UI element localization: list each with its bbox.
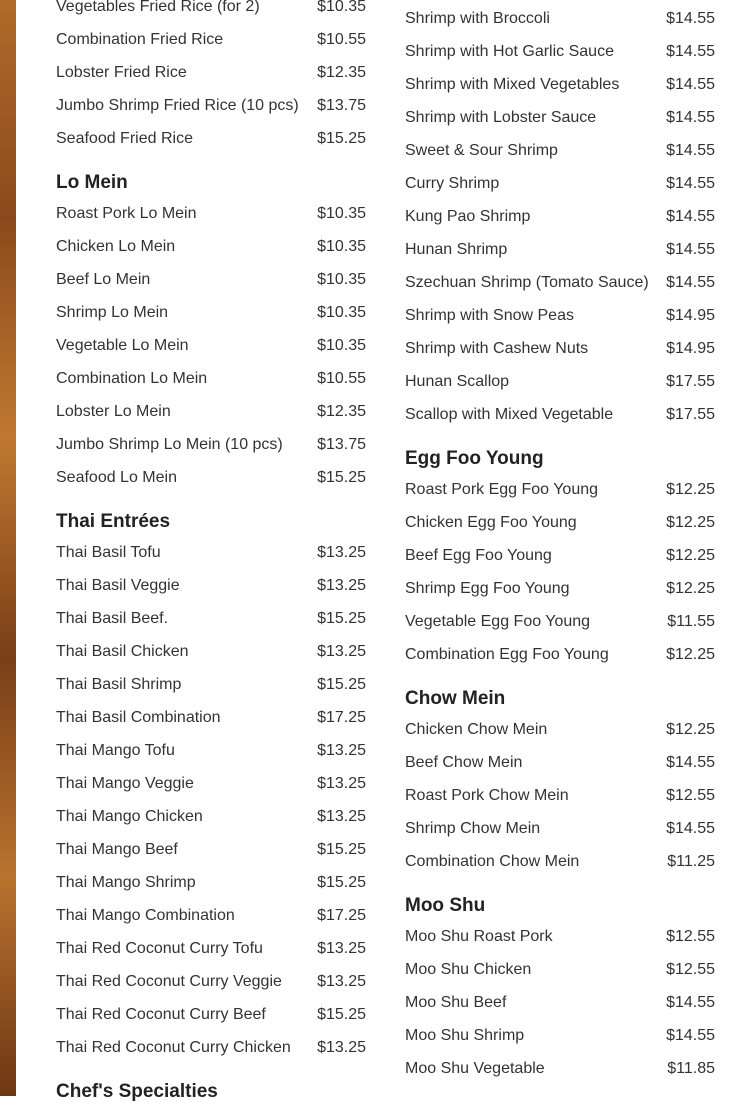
menu-item-price: $12.55 bbox=[666, 928, 715, 945]
menu-item bbox=[405, 1019, 715, 1052]
menu-item-name: Shrimp Chow Mein bbox=[405, 820, 541, 837]
menu-item bbox=[405, 779, 715, 812]
menu-item-price: $14.55 bbox=[666, 175, 715, 192]
menu-item-price: $13.25 bbox=[317, 808, 366, 825]
menu-item bbox=[405, 986, 715, 1019]
menu-item bbox=[405, 101, 715, 134]
background-image-strip bbox=[0, 0, 16, 1096]
menu-item-price: $14.55 bbox=[666, 43, 715, 60]
menu-item bbox=[405, 1052, 715, 1085]
menu-item-name: Moo Shu Vegetable bbox=[405, 1060, 545, 1077]
menu-item-name: Vegetables Fried Rice (for 2) bbox=[56, 0, 260, 15]
menu-item-price: $10.35 bbox=[317, 238, 366, 255]
menu-item bbox=[56, 395, 366, 428]
menu-item-price: $14.55 bbox=[666, 241, 715, 258]
menu-item bbox=[56, 998, 366, 1031]
menu-item-name: Thai Red Coconut Curry Veggie bbox=[56, 973, 282, 990]
menu-item-name: Jumbo Shrimp Lo Mein (10 pcs) bbox=[56, 436, 283, 453]
menu-item-name: Scallop with Mixed Vegetable bbox=[405, 406, 614, 423]
menu-item-price: $12.35 bbox=[317, 64, 366, 81]
menu-item bbox=[405, 134, 715, 167]
menu-item-name: Hunan Scallop bbox=[405, 373, 510, 390]
menu-item bbox=[56, 23, 366, 56]
menu-item bbox=[56, 635, 366, 668]
menu-item-price: $14.55 bbox=[666, 109, 715, 126]
menu-item-name: Combination Egg Foo Young bbox=[405, 646, 609, 663]
menu-item-price: $12.25 bbox=[666, 721, 715, 738]
menu-item-price: $10.55 bbox=[317, 31, 366, 48]
menu-item bbox=[56, 569, 366, 602]
menu-item bbox=[405, 473, 715, 506]
menu-item-price: $12.25 bbox=[666, 646, 715, 663]
menu-item bbox=[56, 536, 366, 569]
menu-item bbox=[405, 812, 715, 845]
menu-item-name: Seafood Lo Mein bbox=[56, 469, 177, 486]
menu-item-name: Sweet & Sour Shrimp bbox=[405, 142, 558, 159]
menu-item-price: $13.75 bbox=[317, 97, 366, 114]
menu-item-price: $10.35 bbox=[317, 304, 366, 321]
menu-item-price: $10.55 bbox=[317, 370, 366, 387]
menu-item bbox=[405, 266, 715, 299]
menu-item-name: Shrimp with Lobster Sauce bbox=[405, 109, 597, 126]
menu-item-price: $14.55 bbox=[666, 274, 715, 291]
menu-item-name: Moo Shu Chicken bbox=[405, 961, 532, 978]
menu-item-name: Kung Pao Shrimp bbox=[405, 208, 531, 225]
menu-item-price: $12.25 bbox=[666, 547, 715, 564]
menu-item bbox=[56, 1031, 366, 1064]
menu-item bbox=[405, 398, 715, 431]
menu-item-price: $13.25 bbox=[317, 577, 366, 594]
menu-item-name: Shrimp with Hot Garlic Sauce bbox=[405, 43, 614, 60]
menu-column-right bbox=[405, 2, 715, 1085]
menu-item-price: $13.75 bbox=[317, 436, 366, 453]
menu-item-price: $14.95 bbox=[666, 307, 715, 324]
menu-item bbox=[56, 701, 366, 734]
menu-item bbox=[405, 365, 715, 398]
menu-item-price: $14.55 bbox=[666, 142, 715, 159]
menu-item bbox=[405, 2, 715, 35]
menu-item-name: Beef Lo Mein bbox=[56, 271, 151, 288]
menu-item bbox=[405, 920, 715, 953]
menu-item bbox=[56, 461, 366, 494]
menu-item bbox=[56, 602, 366, 635]
menu-item bbox=[405, 572, 715, 605]
section-title: Thai Entrées bbox=[56, 511, 171, 532]
menu-item-name: Beef Chow Mein bbox=[405, 754, 523, 771]
menu-item-name: Shrimp with Snow Peas bbox=[405, 307, 574, 324]
menu-item bbox=[56, 899, 366, 932]
menu-item-name: Shrimp Egg Foo Young bbox=[405, 580, 570, 597]
menu-item-name: Shrimp Lo Mein bbox=[56, 304, 169, 321]
menu-item-name: Thai Basil Shrimp bbox=[56, 676, 182, 693]
menu-item bbox=[405, 299, 715, 332]
menu-item-price: $14.55 bbox=[666, 754, 715, 771]
menu-item bbox=[405, 233, 715, 266]
menu-item-price: $10.35 bbox=[317, 337, 366, 354]
menu-item bbox=[56, 800, 366, 833]
menu-item bbox=[56, 965, 366, 998]
menu-item bbox=[405, 506, 715, 539]
menu-item-price: $15.25 bbox=[317, 1006, 366, 1023]
menu-item-price: $15.25 bbox=[317, 676, 366, 693]
menu-item-name: Thai Basil Chicken bbox=[56, 643, 189, 660]
menu-item-name: Hunan Shrimp bbox=[405, 241, 508, 258]
menu-item bbox=[405, 845, 715, 878]
menu-item-price: $10.35 bbox=[317, 271, 366, 288]
menu-item-price: $13.25 bbox=[317, 544, 366, 561]
menu-item-price: $14.55 bbox=[666, 208, 715, 225]
menu-item-name: Chicken Egg Foo Young bbox=[405, 514, 577, 531]
menu-item-price: $17.55 bbox=[666, 406, 715, 423]
menu-item-name: Thai Mango Combination bbox=[56, 907, 235, 924]
menu-item-price: $11.55 bbox=[667, 613, 715, 630]
section-title: Lo Mein bbox=[56, 172, 128, 193]
menu-item-price: $13.25 bbox=[317, 973, 366, 990]
menu-item bbox=[405, 953, 715, 986]
menu-item-name: Combination Fried Rice bbox=[56, 31, 224, 48]
menu-item-name: Moo Shu Roast Pork bbox=[405, 928, 553, 945]
menu-item-name: Lobster Fried Rice bbox=[56, 64, 187, 81]
menu-item-price: $13.25 bbox=[317, 643, 366, 660]
menu-item bbox=[405, 35, 715, 68]
menu-item-price: $13.25 bbox=[317, 775, 366, 792]
menu-item-price: $15.25 bbox=[317, 469, 366, 486]
menu-item-name: Chicken Lo Mein bbox=[56, 238, 176, 255]
menu-item bbox=[405, 68, 715, 101]
menu-item bbox=[56, 932, 366, 965]
menu-item-name: Vegetable Egg Foo Young bbox=[405, 613, 591, 630]
menu-item-name: Thai Red Coconut Curry Tofu bbox=[56, 940, 263, 957]
section-title: Chow Mein bbox=[405, 688, 506, 709]
menu-item-price: $14.55 bbox=[666, 76, 715, 93]
menu-item-name: Lobster Lo Mein bbox=[56, 403, 171, 420]
menu-item-price: $14.55 bbox=[666, 10, 715, 27]
menu-item-price: $12.25 bbox=[666, 514, 715, 531]
menu-item-price: $12.55 bbox=[666, 961, 715, 978]
menu-item-name: Combination Chow Mein bbox=[405, 853, 580, 870]
menu-item-name: Curry Shrimp bbox=[405, 175, 500, 192]
menu-item-name: Shrimp with Cashew Nuts bbox=[405, 340, 589, 357]
menu-column-left bbox=[56, 0, 366, 1106]
menu-item-name: Moo Shu Shrimp bbox=[405, 1027, 525, 1044]
menu-item-price: $15.25 bbox=[317, 841, 366, 858]
menu-item bbox=[405, 332, 715, 365]
menu-item-name: Combination Lo Mein bbox=[56, 370, 208, 387]
menu-item-price: $14.95 bbox=[666, 340, 715, 357]
menu-item bbox=[56, 734, 366, 767]
menu-item-name: Thai Basil Combination bbox=[56, 709, 221, 726]
menu-item-name: Thai Basil Beef. bbox=[56, 610, 169, 627]
menu-item-name: Thai Basil Tofu bbox=[56, 544, 161, 561]
menu-item-price: $17.25 bbox=[317, 907, 366, 924]
menu-item-price: $17.55 bbox=[666, 373, 715, 390]
menu-item-price: $14.55 bbox=[666, 820, 715, 837]
menu-item bbox=[56, 263, 366, 296]
menu-item-name: Vegetable Lo Mein bbox=[56, 337, 189, 354]
menu-item-name: Thai Red Coconut Curry Chicken bbox=[56, 1039, 291, 1056]
menu-item-price: $15.25 bbox=[317, 874, 366, 891]
menu-item-name: Thai Basil Veggie bbox=[56, 577, 180, 594]
menu-item-name: Moo Shu Beef bbox=[405, 994, 507, 1011]
menu-item bbox=[405, 638, 715, 671]
section-title: Chef's Specialties bbox=[56, 1081, 218, 1102]
menu-item-name: Thai Red Coconut Curry Beef bbox=[56, 1006, 266, 1023]
section-title: Moo Shu bbox=[405, 895, 486, 916]
menu-item-price: $14.55 bbox=[666, 1027, 715, 1044]
menu-item-name: Shrimp with Broccoli bbox=[405, 10, 550, 27]
menu-item-price: $13.25 bbox=[317, 1039, 366, 1056]
menu-item-price: $15.25 bbox=[317, 130, 366, 147]
menu-item-name: Beef Egg Foo Young bbox=[405, 547, 552, 564]
menu-item-price: $13.25 bbox=[317, 742, 366, 759]
menu-item bbox=[405, 713, 715, 746]
menu-item-price: $13.25 bbox=[317, 940, 366, 957]
menu-item bbox=[56, 767, 366, 800]
menu-item bbox=[405, 167, 715, 200]
menu-item-price: $12.25 bbox=[666, 580, 715, 597]
menu-item-name: Roast Pork Chow Mein bbox=[405, 787, 569, 804]
menu-item-name: Thai Mango Beef bbox=[56, 841, 178, 858]
menu-item-price: $17.25 bbox=[317, 709, 366, 726]
menu-item-price: $12.35 bbox=[317, 403, 366, 420]
menu-item bbox=[56, 56, 366, 89]
menu-item bbox=[56, 668, 366, 701]
menu-item-name: Jumbo Shrimp Fried Rice (10 pcs) bbox=[56, 97, 299, 114]
menu-item bbox=[405, 539, 715, 572]
menu-item-price: $14.55 bbox=[666, 994, 715, 1011]
menu-item-name: Roast Pork Lo Mein bbox=[56, 205, 197, 222]
menu-item-name: Thai Mango Chicken bbox=[56, 808, 203, 825]
menu-item-name: Roast Pork Egg Foo Young bbox=[405, 481, 599, 498]
menu-item bbox=[405, 746, 715, 779]
menu-item bbox=[56, 296, 366, 329]
menu-item-name: Thai Mango Shrimp bbox=[56, 874, 196, 891]
menu-item-price: $11.85 bbox=[667, 1060, 715, 1077]
menu-item bbox=[56, 89, 366, 122]
menu-item-price: $10.35 bbox=[317, 0, 366, 15]
menu-item-price: $11.25 bbox=[667, 853, 715, 870]
menu-item-price: $15.25 bbox=[317, 610, 366, 627]
menu-item bbox=[56, 833, 366, 866]
menu-item-name: Seafood Fried Rice bbox=[56, 130, 193, 147]
menu-item-name: Shrimp with Mixed Vegetables bbox=[405, 76, 620, 93]
menu-item-price: $12.55 bbox=[666, 787, 715, 804]
menu-item bbox=[56, 428, 366, 461]
menu-item bbox=[405, 605, 715, 638]
menu-item-name: Thai Mango Tofu bbox=[56, 742, 175, 759]
menu-item bbox=[56, 362, 366, 395]
menu-item bbox=[56, 197, 366, 230]
menu-item bbox=[56, 122, 366, 155]
menu-item bbox=[56, 0, 366, 23]
section-title: Egg Foo Young bbox=[405, 448, 544, 469]
menu-item bbox=[56, 230, 366, 263]
menu-item-price: $10.35 bbox=[317, 205, 366, 222]
menu-item bbox=[405, 200, 715, 233]
menu-item-name: Chicken Chow Mein bbox=[405, 721, 548, 738]
menu-item-name: Szechuan Shrimp (Tomato Sauce) bbox=[405, 274, 649, 291]
menu-item bbox=[56, 329, 366, 362]
menu-item-price: $12.25 bbox=[666, 481, 715, 498]
menu-item-name: Thai Mango Veggie bbox=[56, 775, 194, 792]
menu-item bbox=[56, 866, 366, 899]
